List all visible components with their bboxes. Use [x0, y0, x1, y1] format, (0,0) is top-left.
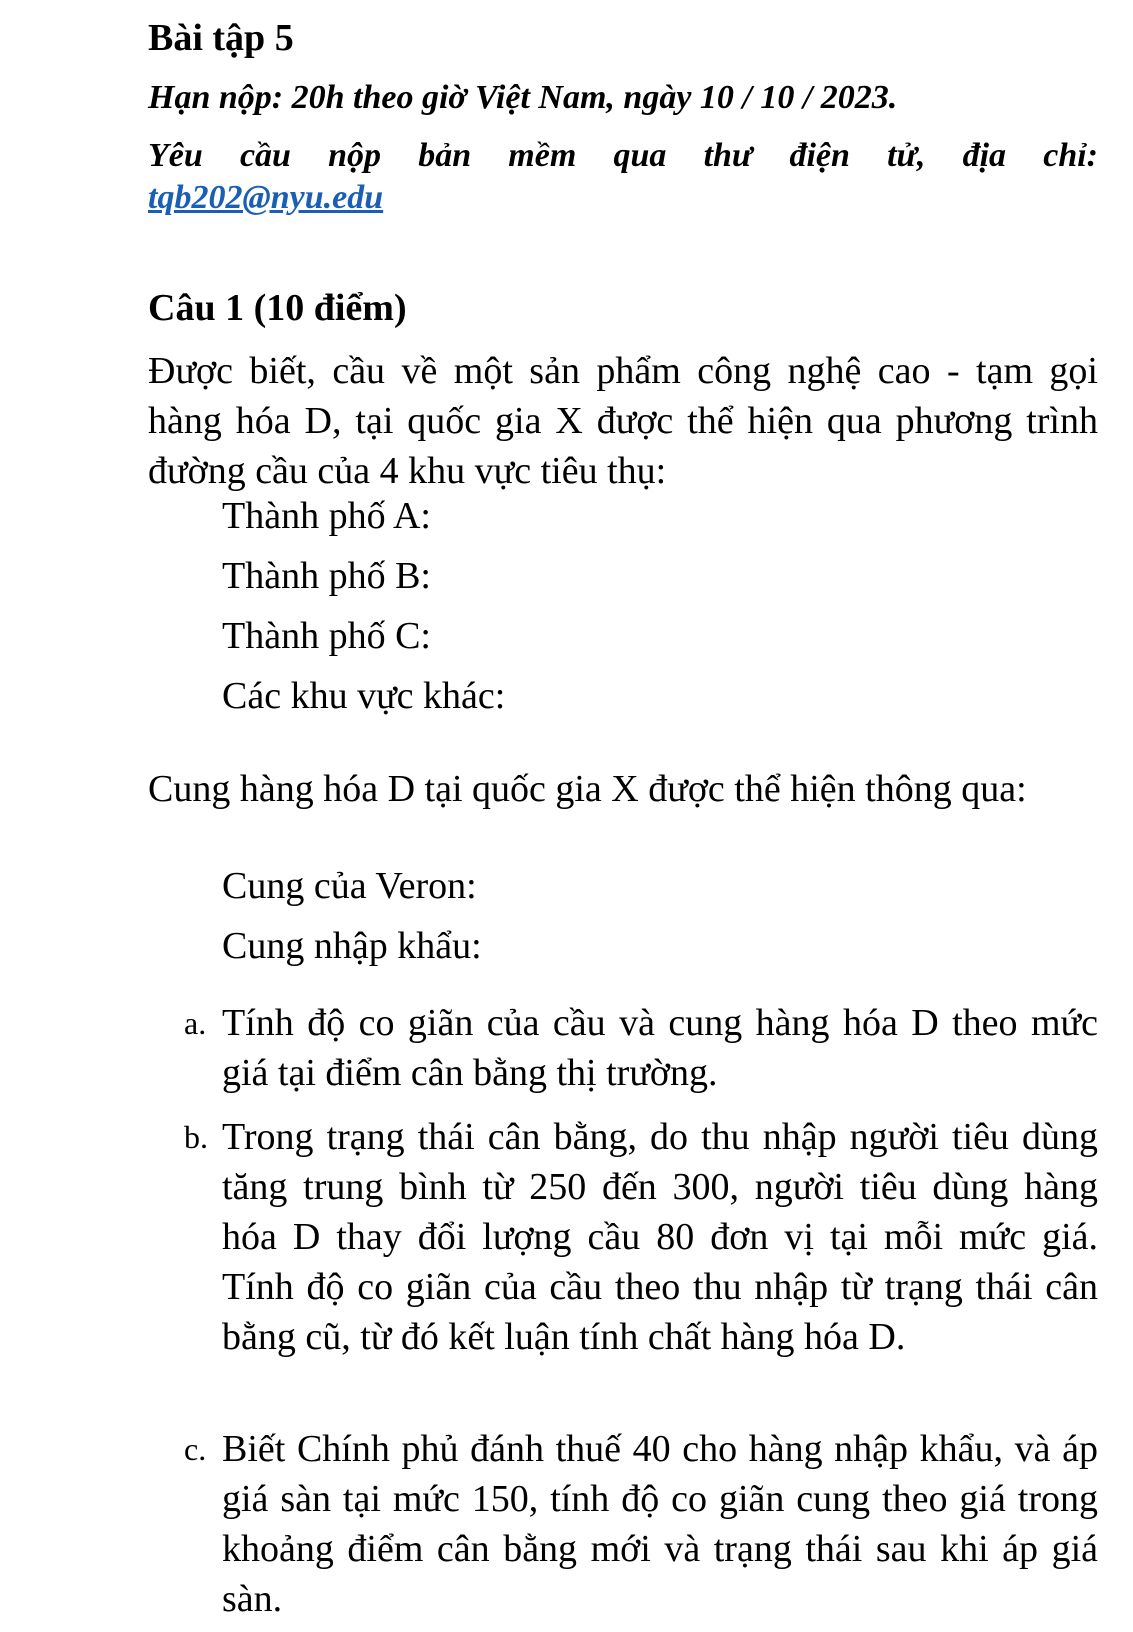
subquestion-a	[184, 998, 1098, 1098]
demand-item-city-c: Thành phố C:	[222, 615, 431, 657]
demand-item-city-b: Thành phố B:	[222, 555, 431, 597]
deadline-text: Hạn nộp: 20h theo giờ Việt Nam, ngày 10 / 10 / 2023.	[148, 79, 898, 116]
question-intro: Được biết, cầu về một sản phẩm công nghệ cao - tạm gọi hàng hóa D, tại quốc gia X được thể hiện qua phương trình đường cầu của 4 khu vực tiêu thụ:	[148, 350, 1098, 492]
demand-item-city-a: Thành phố A:	[222, 495, 431, 537]
subquestion-label: b.	[184, 1119, 208, 1155]
subquestion-text: Trong trạng thái cân bằng, do thu nhập người tiêu dùng tăng trung bình từ 250 đến 300, người tiêu dùng hàng hóa D thay đổi lượng cầu 80 đơn vị tại mỗi mức giá. Tính độ co giãn của cầu theo thu nhập từ trạng thái cân bằng cũ, từ đó kết luận tính chất hàng hóa D.	[222, 1116, 1098, 1358]
subquestion-text: Biết Chính phủ đánh thuế 40 cho hàng nhập khẩu, và áp giá sàn tại mức 150, tính độ co giãn cung theo giá trong khoảng điểm cân bằng mới và trạng thái sau khi áp giá sàn.	[222, 1428, 1098, 1620]
email-link[interactable]: tqb202@nyu.edu	[148, 179, 384, 216]
subquestion-b	[184, 1112, 1098, 1362]
assignment-title: Bài tập 5	[148, 17, 294, 59]
subquestion-label: c.	[184, 1431, 207, 1467]
subquestion-c	[184, 1424, 1098, 1624]
subquestion-text: Tính độ co giãn của cầu và cung hàng hóa D theo mức giá tại điểm cân bằng thị trường.	[222, 1002, 1098, 1094]
subquestion-label: a.	[184, 1005, 207, 1041]
question-title: Câu 1 (10 điểm)	[148, 287, 407, 329]
supply-intro: Cung hàng hóa D tại quốc gia X được thể hiện thông qua:	[148, 768, 1027, 810]
demand-item-other-areas: Các khu vực khác:	[222, 675, 506, 717]
submission-requirement: Yêu cầu nộp bản mềm qua thư điện tử, địa chỉ:	[148, 137, 1098, 174]
supply-item-import: Cung nhập khẩu:	[222, 925, 482, 967]
supply-item-veron: Cung của Veron:	[222, 865, 477, 907]
